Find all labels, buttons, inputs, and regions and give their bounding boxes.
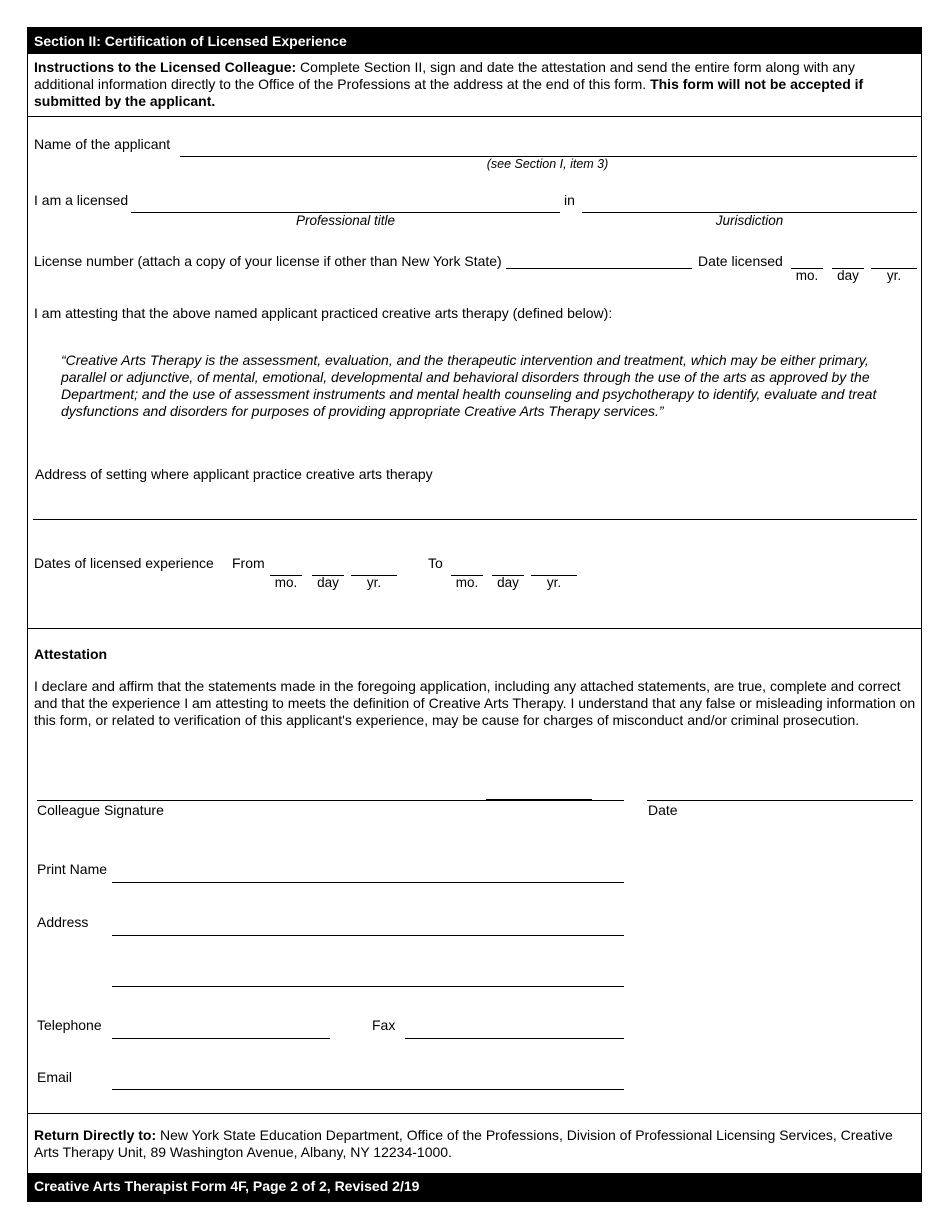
date-licensed-day-input[interactable]: [832, 250, 867, 270]
date-licensed-day-caption: day: [837, 268, 859, 283]
return-lead: Return Directly to:: [34, 1127, 157, 1143]
jurisdiction-caption: Jurisdiction: [715, 213, 784, 228]
applicant-name-input[interactable]: [180, 138, 920, 158]
licensed-label: I am a licensed: [34, 192, 129, 208]
email-label: Email: [37, 1069, 73, 1085]
colleague-signature-line: [37, 800, 624, 801]
fax-input[interactable]: [405, 1020, 627, 1040]
attestation-body: I declare and affirm that the statements made in the foregoing application, including any attached statements, are true, complete and correct and that the experience I am attesting to meets the definition of Creative Arts Therapy. I understand that any false or misleading information on this form, or related to verification of this applicant's experience, may be cause for charges of misconduct and/or criminal prosecution.: [34, 678, 916, 728]
return-address: [34, 1127, 914, 1161]
address-setting-label: Address of setting where applicant practice creative arts therapy: [35, 466, 433, 482]
attesting-statement: I am attesting that the above named applicant practiced creative arts therapy (defined below):: [34, 305, 613, 321]
date-licensed-yr-caption: yr.: [886, 268, 902, 283]
from-month-input[interactable]: [270, 557, 305, 577]
instructions-body: Complete Section II, sign and date the attestation and send the entire form along with any additional information directly to the Office of the Professions at the address at the end of this form.: [34, 59, 855, 92]
from-day-caption: day: [317, 575, 339, 590]
date-licensed-month-input[interactable]: [791, 250, 826, 270]
signature-line-accent: [486, 799, 592, 800]
from-mo-caption: mo.: [274, 575, 298, 590]
jurisdiction-input[interactable]: [582, 194, 920, 214]
applicant-name-caption: (see Section I, item 3): [486, 157, 609, 171]
signature-date-line: [647, 800, 913, 801]
email-line: [112, 1089, 624, 1090]
to-month-input[interactable]: [451, 557, 486, 577]
dates-from-label: From: [232, 555, 265, 571]
signature-date-label: Date: [648, 802, 678, 818]
divider: [27, 628, 922, 629]
address-line1-input[interactable]: [112, 917, 627, 937]
address-setting-line: [33, 519, 917, 520]
divider: [27, 1113, 922, 1114]
date-licensed-year-input[interactable]: [871, 250, 920, 270]
applicant-name-label: Name of the applicant: [34, 136, 171, 152]
fax-label: Fax: [372, 1017, 396, 1033]
instructions: [34, 59, 918, 110]
address-line1: [112, 935, 624, 936]
instructions-lead: Instructions to the Licensed Colleague:: [34, 59, 297, 75]
dates-label: Dates of licensed experience: [34, 555, 214, 571]
address-line2-input[interactable]: [112, 967, 627, 987]
from-day-input[interactable]: [312, 557, 347, 577]
professional-title-caption: Professional title: [295, 213, 396, 228]
instructions-warning: This form will not be accepted if submitted by the applicant.: [34, 76, 864, 109]
form-footer: Creative Arts Therapist Form 4F, Page 2 of 2, Revised 2/19: [27, 1173, 922, 1202]
dates-to-label: To: [428, 555, 443, 571]
signature-date-input[interactable]: [647, 782, 916, 802]
attestation-heading: Attestation: [34, 646, 108, 662]
section-header: Section II: Certification of Licensed Experience: [27, 28, 922, 54]
date-licensed-mo-caption: mo.: [795, 268, 819, 283]
license-number-line: [506, 268, 692, 269]
telephone-input[interactable]: [112, 1020, 333, 1040]
colleague-signature-label: Colleague Signature: [37, 802, 164, 818]
address-label: Address: [37, 914, 89, 930]
license-number-input[interactable]: [506, 250, 695, 270]
address-setting-input[interactable]: [33, 500, 920, 520]
license-number-label: License number (attach a copy of your license if other than New York State): [34, 253, 502, 269]
to-day-input[interactable]: [492, 557, 527, 577]
fax-line: [405, 1038, 624, 1039]
in-label: in: [564, 192, 575, 208]
from-year-input[interactable]: [351, 557, 400, 577]
to-year-input[interactable]: [531, 557, 580, 577]
date-licensed-label: Date licensed: [698, 253, 783, 269]
definition-quote: “Creative Arts Therapy is the assessment, evaluation, and the therapeutic intervention and treatment, which may be either primary, parallel or adjunctive, of mental, emotional, developmental and behavioral disorders through the use of the arts as approved by the Department; and the use of assessment instruments and mental health counseling and psychotherapy to identify, evaluate and treat dysfunctions and disorders for purposes of providing appropriate Creative Arts Therapy services.”: [61, 352, 877, 419]
telephone-label: Telephone: [37, 1017, 102, 1033]
to-mo-caption: mo.: [455, 575, 479, 590]
print-name-input[interactable]: [112, 864, 627, 884]
from-yr-caption: yr.: [366, 575, 382, 590]
return-body: New York State Education Department, Office of the Professions, Division of Professional Licensing Services, Creative Arts Therapy Unit, 89 Washington Avenue, Albany, NY 12234-1000.: [34, 1127, 893, 1160]
print-name-line: [112, 882, 624, 883]
telephone-line: [112, 1038, 330, 1039]
address-line2: [112, 986, 624, 987]
email-input[interactable]: [112, 1071, 627, 1091]
to-yr-caption: yr.: [546, 575, 562, 590]
print-name-label: Print Name: [37, 861, 108, 877]
to-day-caption: day: [497, 575, 519, 590]
professional-title-input[interactable]: [131, 194, 563, 214]
divider: [27, 116, 922, 117]
